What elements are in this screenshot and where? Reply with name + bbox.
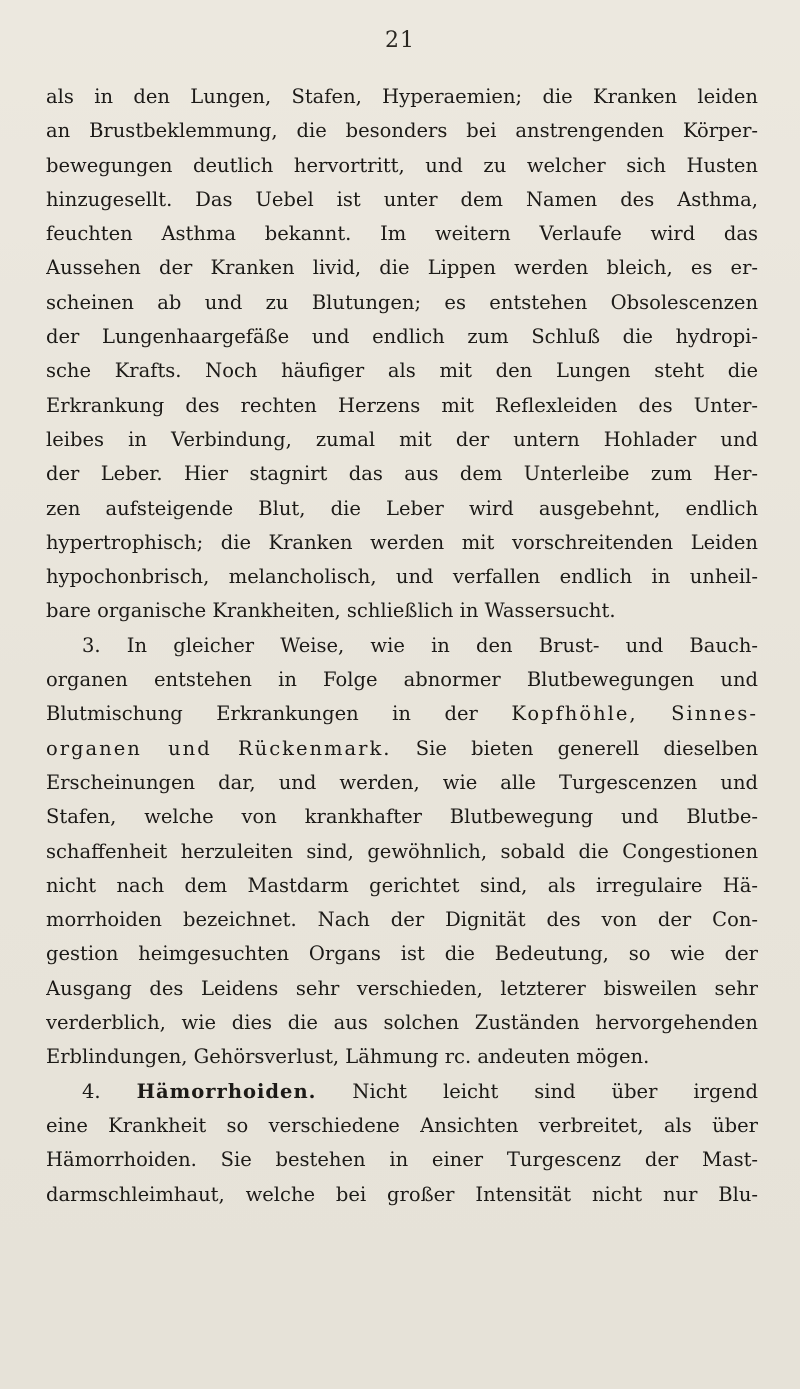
text-line: der Lungenhaargefäße und endlich zum Schluß die hydropi-	[46, 325, 758, 349]
section-3-line-4	[46, 732, 758, 766]
body-text	[46, 80, 758, 1212]
text-line: feuchten Asthma bekannt. Im weitern Verlaufe wird das	[46, 222, 758, 246]
text-line: Erkrankung des rechten Herzens mit Reflexleiden des Unter-	[46, 393, 758, 417]
text-line: Ausgang des Leidens sehr verschieden, letzterer bisweilen sehr	[46, 976, 758, 1000]
text-fragment: In gleicher Weise, wie in den Brust- und Bauch-	[126, 633, 758, 657]
text-line: scheinen ab und zu Blutungen; es entstehen Obsolescenzen	[46, 290, 758, 314]
text-line: organen entstehen in Folge abnormer Blutbewegungen und	[46, 668, 758, 692]
text-line: Aussehen der Kranken livid, die Lippen werden bleich, es er-	[46, 256, 758, 280]
text-line: schaffenheit herzuleiten sind, gewöhnlich, sobald die Congestionen	[46, 839, 758, 863]
emphasized-term: Kopfhöhle,	[511, 702, 638, 726]
text-line: leibes in Verbindung, zumal mit der untern Hohlader und	[46, 427, 758, 451]
text-line: verderblich, wie dies die aus solchen Zuständen hervorgehenden	[46, 1011, 758, 1035]
section-3-line-3	[46, 697, 758, 731]
section-4-first-line	[46, 1075, 758, 1109]
text-line: morrhoiden bezeichnet. Nach der Dignität des von der Con-	[46, 908, 758, 932]
text-fragment: Blutmischung Erkrankungen in der	[46, 702, 478, 726]
text-fragment: Sie bieten generell dieselben	[415, 736, 758, 760]
text-line: Erscheinungen dar, und werden, wie alle Turgescenzen und	[46, 770, 758, 794]
page-number: 21	[385, 28, 415, 53]
text-line: Stafen, welche von krankhafter Blutbewegung und Blutbe-	[46, 805, 758, 829]
text-line: darmschleimhaut, welche bei großer Intensität nicht nur Blu-	[46, 1182, 758, 1206]
text-line: hinzugesellt. Das Uebel ist unter dem Namen des Asthma,	[46, 187, 758, 211]
text-line: sche Krafts. Noch häufiger als mit den Lungen steht die	[46, 359, 758, 383]
section-heading: Hämorrhoiden.	[136, 1079, 317, 1103]
section-3-number: 3.	[82, 633, 101, 657]
text-line: der Leber. Hier stagnirt das aus dem Unterleibe zum Her-	[46, 462, 758, 486]
emphasized-term: organen und Rückenmark.	[46, 736, 392, 760]
text-line: als in den Lungen, Stafen, Hyperaemien; die Kranken leiden	[46, 85, 758, 108]
text-line: hypertrophisch; die Kranken werden mit vorschreitenden Leiden	[46, 530, 758, 554]
text-line: hypochonbrisch, melancholisch, und verfallen endlich in unheil-	[46, 565, 758, 589]
text-line: bare organische Krankheiten, schließlich in Wassersucht.	[46, 599, 616, 623]
emphasized-term: Sinnes-	[671, 702, 758, 726]
text-line: Erblindungen, Gehörsverlust, Lähmung rc. andeuten mögen.	[46, 1045, 650, 1069]
text-line: eine Krankheit so verschiedene Ansichten verbreitet, als über	[46, 1113, 758, 1137]
text-line: an Brustbeklemmung, die besonders bei anstrengenden Körper-	[46, 119, 758, 143]
text-line: bewegungen deutlich hervortritt, und zu welcher sich Husten	[46, 153, 758, 177]
section-4-number: 4.	[82, 1079, 101, 1103]
text-line: nicht nach dem Mastdarm gerichtet sind, als irregulaire Hä-	[46, 873, 758, 897]
text-line: Hämorrhoiden. Sie bestehen in einer Turgescenz der Mast-	[46, 1148, 758, 1172]
text-line: zen aufsteigende Blut, die Leber wird ausgebehnt, endlich	[46, 496, 758, 520]
section-3-first-line	[46, 629, 758, 663]
text-fragment: Nicht leicht sind über irgend	[352, 1079, 758, 1103]
text-line: gestion heimgesuchten Organs ist die Bedeutung, so wie der	[46, 942, 758, 966]
